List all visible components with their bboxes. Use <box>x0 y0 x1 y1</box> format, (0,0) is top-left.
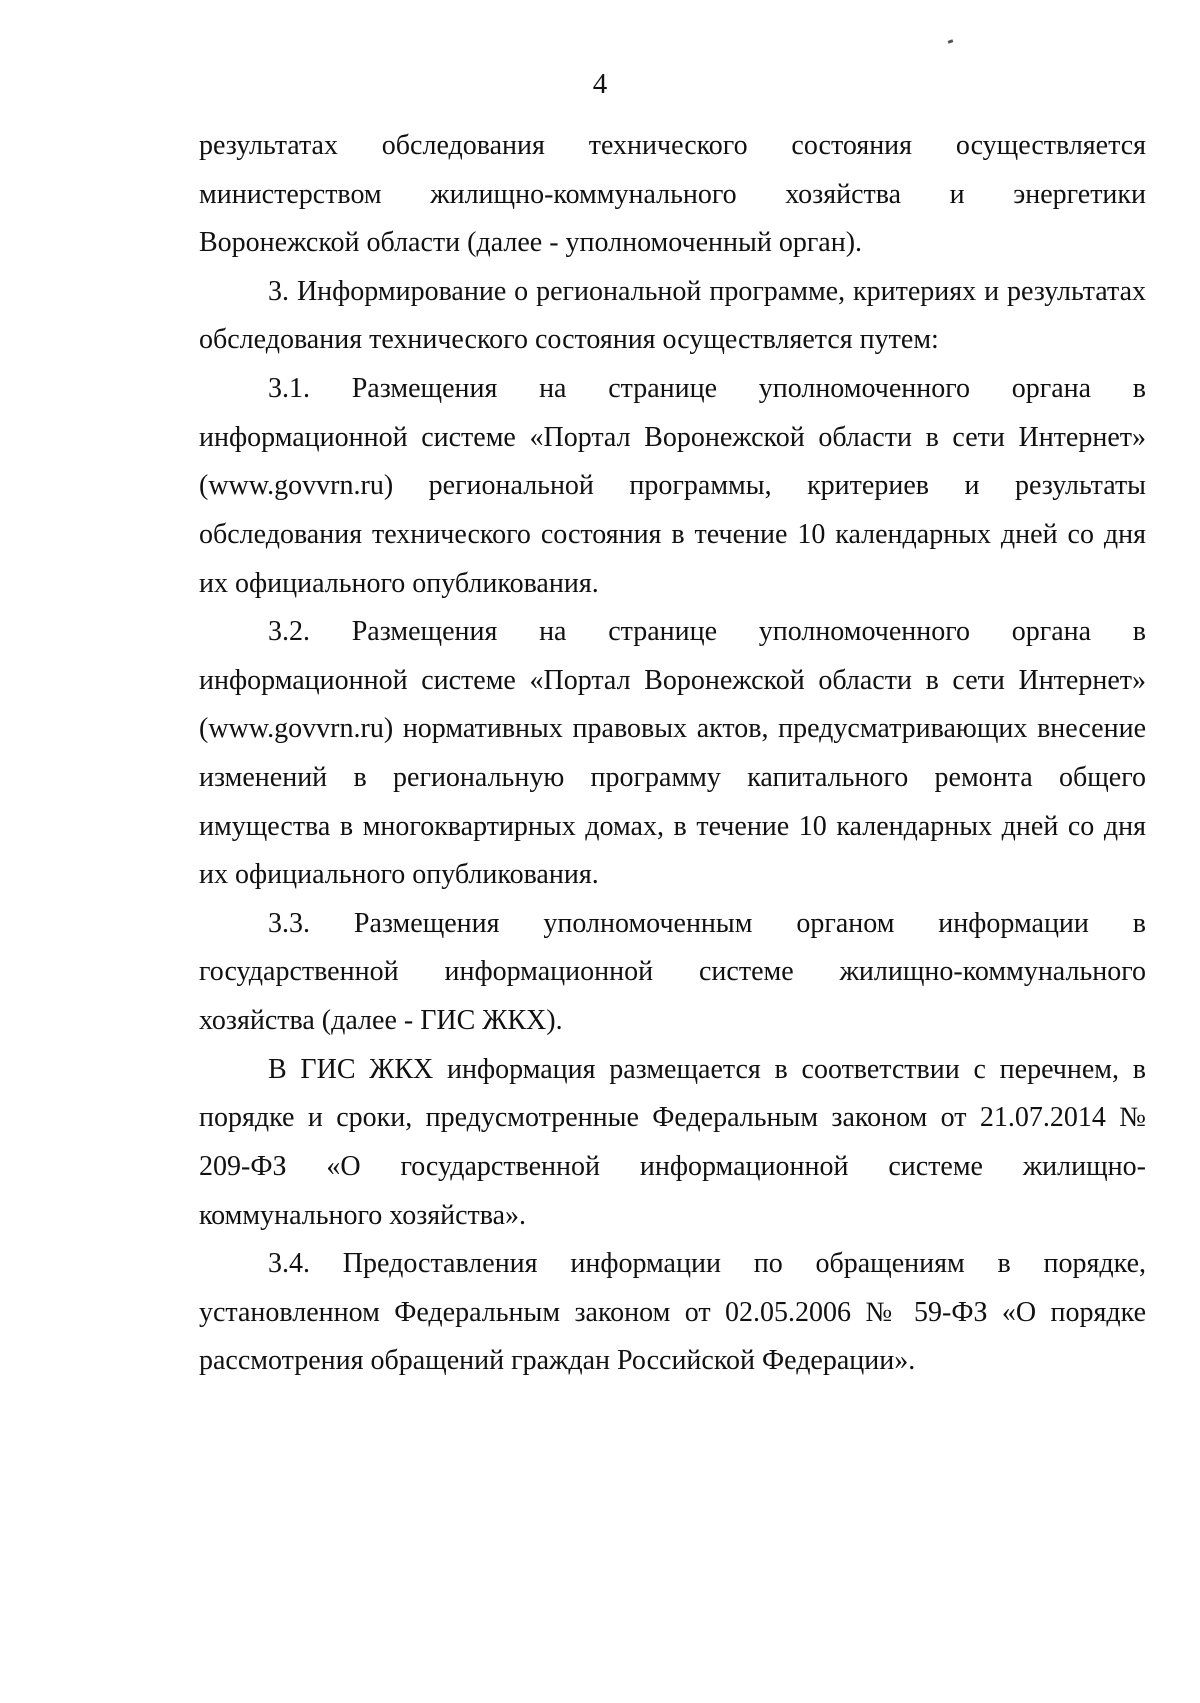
page-number: 4 <box>592 68 608 100</box>
paragraph-3-3: 3.3. Размещения уполномоченным органом информации в государственной информационной системе жилищно-коммунального хозяйства (далее - ГИС ЖКХ). <box>199 907 1146 1037</box>
paragraph-3-2: 3.2. Размещения на странице уполномоченного органа в информационной системе «Портал Воронежской области в сети Интернет» (www.govvrn.ru) нормативных правовых актов, предусматривающих внесение изменений в региональную программу капитального ремонта общего имущества в многоквартирных домах, в течение 10 календарных дней со дня их официального опубликования. <box>199 616 1146 891</box>
scan-speck <box>948 39 954 44</box>
paragraph-continuation: результатах обследования технического состояния осуществляется министерством жилищно-коммунального хозяйства и энергетики Воронежской области (далее - уполномоченный орган). <box>199 130 1146 259</box>
document-body <box>199 122 1146 1386</box>
paragraph-3-1: 3.1. Размещения на странице уполномоченного органа в информационной системе «Портал Воронежской области в сети Интернет» (www.govvrn.ru) региональной программы, критериев и результаты обследования технического состояния в течение 10 календарных дней со дня их официального опубликования. <box>199 373 1146 599</box>
paragraph-3-4: 3.4. Предоставления информации по обращениям в порядке, установленном Федеральным законом от 02.05.2006 № 59-ФЗ «О порядке рассмотрения обращений граждан Российской Федерации». <box>199 1248 1146 1377</box>
paragraph-gis-zhkh: В ГИС ЖКХ информация размещается в соответствии с перечнем, в порядке и сроки, предусмотренные Федеральным законом от 21.07.2014 № 209-ФЗ «О государственной информационной системе жилищно-коммунального хозяйства». <box>199 1053 1146 1231</box>
paragraph-3: 3. Информирование о региональной программе, критериях и результатах обследования технического состояния осуществляется путем: <box>199 275 1146 356</box>
